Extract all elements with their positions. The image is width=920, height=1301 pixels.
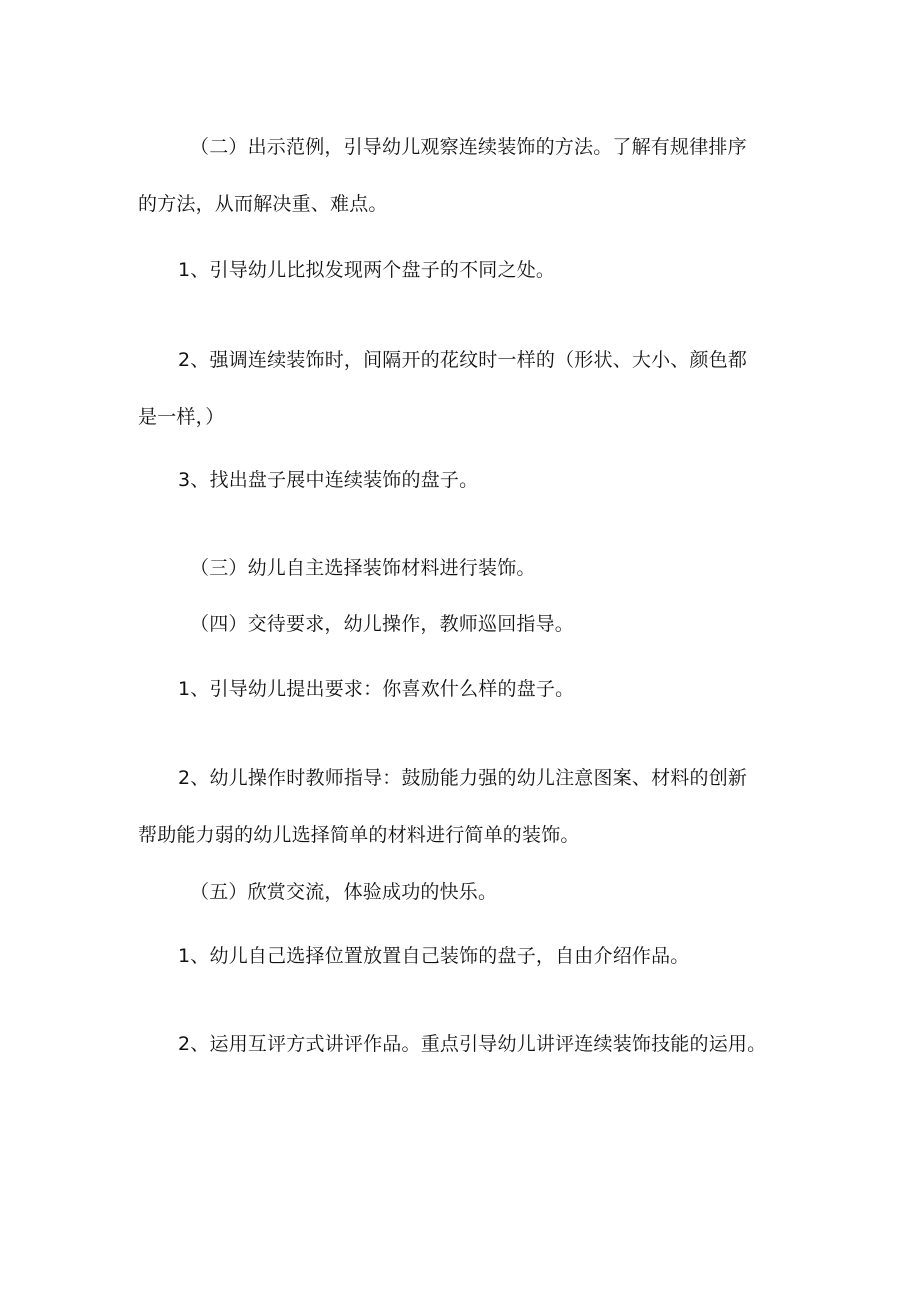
paragraph-line: 的方法，从而解决重、难点。 — [138, 193, 388, 215]
paragraph-line: 帮助能力弱的幼儿选择简单的材料进行简单的装饰。 — [138, 824, 580, 846]
paragraph-line: （二）出示范例，引导幼儿观察连续装饰的方法。了解有规律排序 — [190, 136, 747, 158]
paragraph-line: （三）幼儿自主选择装饰材料进行装饰。 — [190, 557, 536, 579]
paragraph-line: 2、运用互评方式讲评作品。重点引导幼儿讲评连续装饰技能的运用。 — [178, 1033, 767, 1055]
paragraph-line: 3、找出盘子展中连续装饰的盘子。 — [178, 469, 479, 491]
paragraph-line: （五）欣赏交流，体验成功的快乐。 — [190, 881, 498, 903]
paragraph-line: （四）交待要求，幼儿操作，教师巡回指导。 — [190, 613, 575, 635]
paragraph-line: 2、强调连续装饰时，间隔开的花纹时一样的（形状、大小、颜色都 — [178, 349, 748, 371]
paragraph-line: 2、幼儿操作时教师指导：鼓励能力强的幼儿注意图案、材料的创新 — [178, 767, 748, 789]
paragraph-line: 1、引导幼儿提出要求：你喜欢什么样的盘子。 — [178, 678, 575, 700]
paragraph-line: 是一样，） — [138, 406, 225, 428]
paragraph-line: 1、幼儿自己选择位置放置自己装饰的盘子，自由介绍作品。 — [178, 945, 690, 967]
paragraph-line: 1、引导幼儿比拟发现两个盘子的不同之处。 — [178, 259, 556, 281]
